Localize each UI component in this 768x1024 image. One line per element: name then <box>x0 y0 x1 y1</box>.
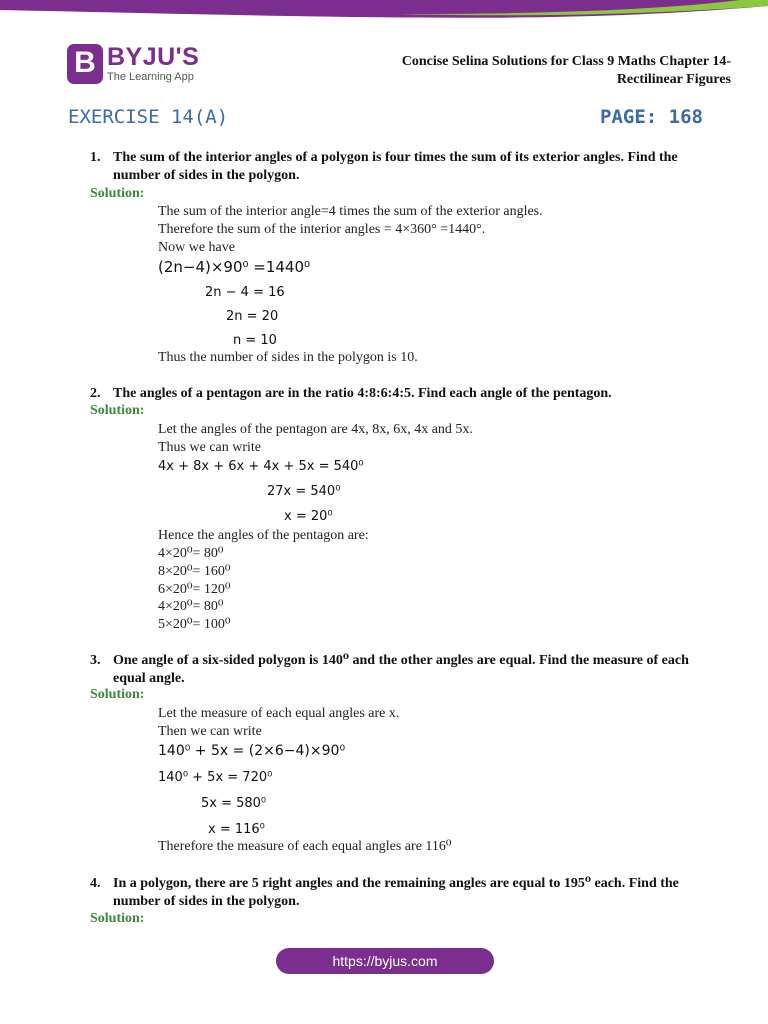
logo-letter: B <box>74 46 96 79</box>
title-line-2: Rectilinear Figures <box>616 72 731 87</box>
question-number: 2. <box>90 386 101 401</box>
solution-label: Solution: <box>90 911 145 926</box>
angle-result: 4×20⁰= 80⁰ <box>158 599 224 614</box>
equation: 27x = 540⁰ <box>267 484 341 499</box>
header-decorative-bar <box>0 0 768 20</box>
equation: 4x + 8x + 6x + 4x + 5x = 540⁰ <box>158 459 364 474</box>
question-number: 4. <box>90 876 101 891</box>
equation: (2n−4)×90⁰ =1440⁰ <box>158 258 311 276</box>
angle-result: 6×20⁰= 120⁰ <box>158 582 231 597</box>
question-text: One angle of a six-sided polygon is 140⁰ and the other angles are equal. Find the measure of each equal angle. <box>113 653 689 686</box>
solution-label: Solution: <box>90 186 145 201</box>
question-number: 1. <box>90 150 101 165</box>
equation: x = 20⁰ <box>284 509 333 524</box>
question-4 <box>90 875 702 911</box>
equation: 5x = 580⁰ <box>201 796 267 811</box>
solution-label: Solution: <box>90 687 145 702</box>
brand-name: BYJU'S <box>107 43 200 71</box>
equation: 2n − 4 = 16 <box>205 285 285 300</box>
question-text: The sum of the interior angles of a polygon is four times the sum of its exterior angles. Find the number of sides in the polygon. <box>113 150 678 183</box>
exercise-heading: EXERCISE 14(A) <box>68 106 229 128</box>
title-line-1: Concise Selina Solutions for Class 9 Maths Chapter 14- <box>401 54 731 69</box>
document-title <box>402 53 731 89</box>
solution-line: Let the measure of each equal angles are x. <box>158 706 400 721</box>
question-2 <box>90 385 702 403</box>
brand-tagline: The Learning App <box>107 71 194 83</box>
solution-line: Therefore the sum of the interior angles = 4×360° =1440°. <box>158 222 486 237</box>
question-number: 3. <box>90 653 101 668</box>
angle-result: 5×20⁰= 100⁰ <box>158 617 231 632</box>
equation: n = 10 <box>233 333 277 348</box>
solution-line: Hence the angles of the pentagon are: <box>158 528 369 543</box>
footer-url-link[interactable]: https://byjus.com <box>276 948 494 974</box>
solution-line: Then we can write <box>158 724 262 739</box>
solution-line: Now we have <box>158 240 235 255</box>
solution-line: Let the angles of the pentagon are 4x, 8x, 6x, 4x and 5x. <box>158 422 473 437</box>
equation: 2n = 20 <box>226 309 279 324</box>
equation: 140⁰ + 5x = (2×6−4)×90⁰ <box>158 743 346 759</box>
solution-label: Solution: <box>90 403 145 418</box>
question-1 <box>90 149 702 185</box>
equation: x = 116⁰ <box>208 822 265 837</box>
byjus-logo <box>67 44 199 84</box>
solution-line: The sum of the interior angle=4 times the sum of the exterior angles. <box>158 204 543 219</box>
question-text: The angles of a pentagon are in the ratio 4:8:6:4:5. Find each angle of the pentagon. <box>113 386 612 401</box>
angle-result: 4×20⁰= 80⁰ <box>158 546 224 561</box>
logo-icon <box>67 44 103 84</box>
solution-line: Thus we can write <box>158 440 262 455</box>
question-3 <box>90 652 702 688</box>
equation: 140⁰ + 5x = 720⁰ <box>158 770 273 785</box>
page-number: PAGE: 168 <box>600 106 703 128</box>
solution-line: Thus the number of sides in the polygon is 10. <box>158 350 418 365</box>
solution-line: Therefore the measure of each equal angles are 116⁰ <box>158 839 452 854</box>
question-text: In a polygon, there are 5 right angles and the remaining angles are equal to 195⁰ each. Find the number of sides in the polygon. <box>113 876 679 909</box>
angle-result: 8×20⁰= 160⁰ <box>158 564 231 579</box>
